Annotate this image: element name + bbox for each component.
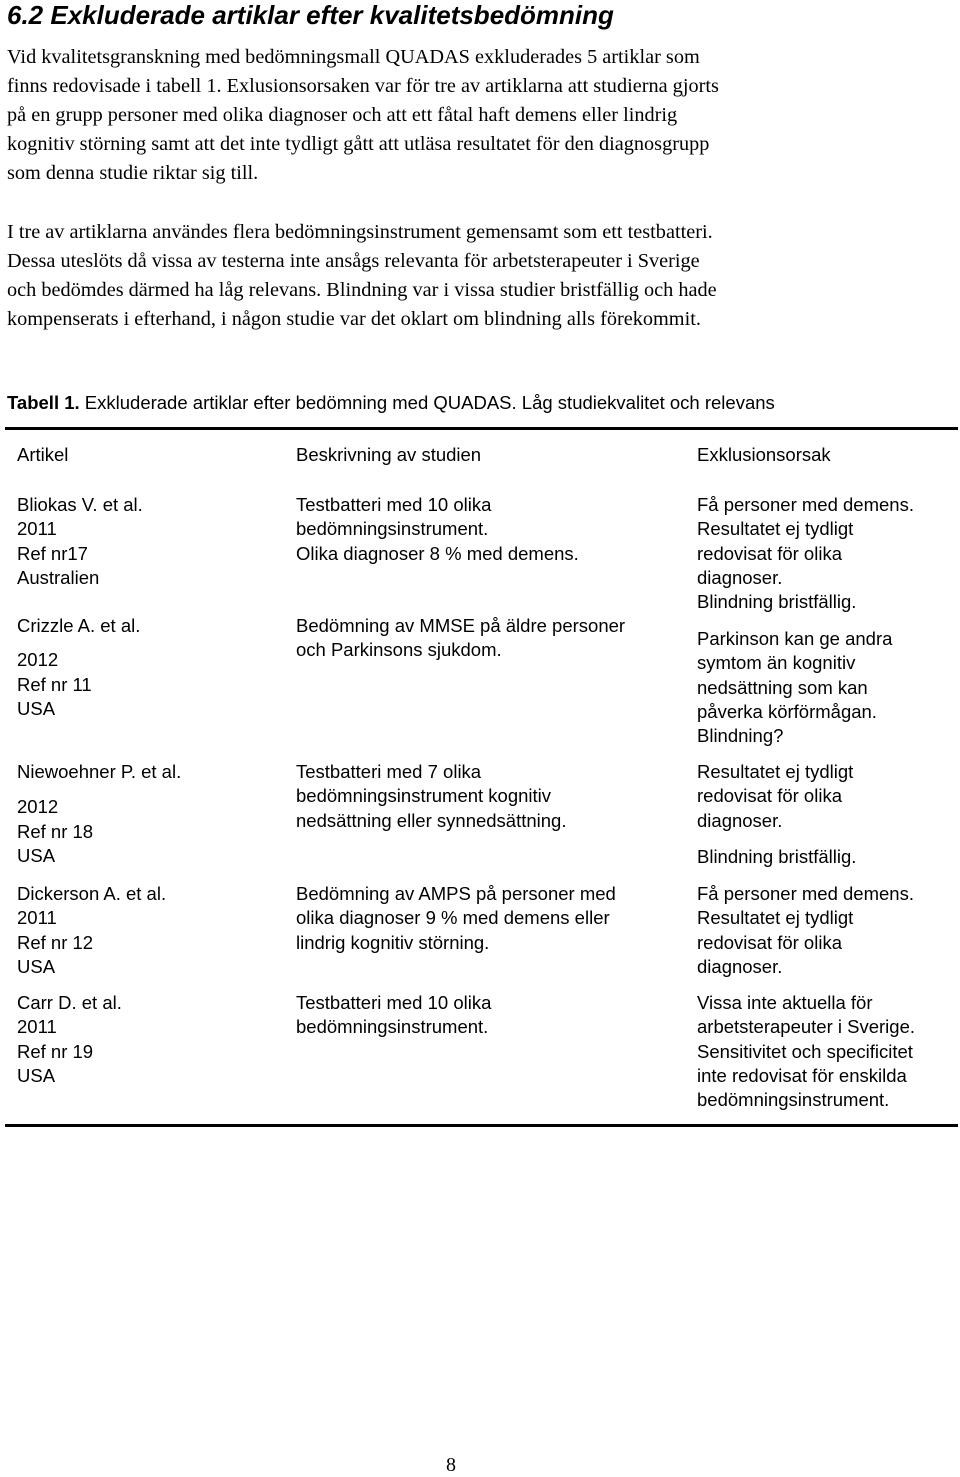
table-row-reason: Få personer med demens. Resultatet ej tydligt redovisat för olika diagnoser. Blindning bristfällig. — [697, 494, 914, 613]
intro-paragraph — [7, 43, 719, 188]
table-row-description: Testbatteri med 10 olika bedömningsinstrument. — [296, 992, 492, 1038]
table-row-reason: Parkinson kan ge andra symtom än kognitiv nedsättning som kan påverka körförmågan. Blindning? — [697, 628, 893, 747]
second-paragraph — [7, 218, 717, 334]
table-row-description: Bedömning av AMPS på personer med olika diagnoser 9 % med demens eller lindrig kognitiv störning. — [296, 883, 616, 953]
table-top-rule — [5, 427, 958, 430]
page-number: 8 — [446, 1454, 456, 1476]
table-row-article: Crizzle A. et al. 2012 Ref nr 11 USA — [17, 615, 141, 719]
table-row-article: Dickerson A. et al. 2011 Ref nr 12 USA — [17, 883, 167, 977]
table-caption — [7, 391, 775, 415]
paragraph-line: Dessa uteslöts då vissa av testerna inte ansågs relevanta för arbetsterapeuter i Sverige — [7, 250, 700, 272]
table-row-description: Testbatteri med 10 olika bedömningsinstrument. Olika diagnoser 8 % med demens. — [296, 494, 579, 564]
table-row-article: Niewoehner P. et al. 2012 Ref nr 18 USA — [17, 761, 182, 866]
table-bottom-rule — [5, 1124, 958, 1127]
paragraph-line: på en grupp personer med olika diagnoser och att ett fåtal haft demens eller lindrig — [7, 104, 678, 126]
table-row-article: Bliokas V. et al. 2011 Ref nr17 Australien — [17, 494, 143, 588]
paragraph-line: kompenserats i efterhand, i någon studie var det oklart om blindning alls förekommit. — [7, 308, 701, 330]
table-row-description: Testbatteri med 7 olika bedömningsinstrument kognitiv nedsättning eller synnedsättning. — [296, 761, 567, 831]
table-row-description: Bedömning av MMSE på äldre personer och Parkinsons sjukdom. — [296, 615, 626, 661]
paragraph-line: Vid kvalitetsgranskning med bedömningsmall QUADAS exkluderades 5 artiklar som — [7, 46, 700, 68]
column-header-reason: Exklusionsorsak — [697, 444, 831, 465]
paragraph-line: och bedömdes därmed ha låg relevans. Blindning var i vissa studier bristfällig och hade — [7, 279, 717, 301]
paragraph-line: I tre av artiklarna användes flera bedömningsinstrument gemensamt som ett testbatteri. — [7, 221, 713, 243]
table-row-article: Carr D. et al. 2011 Ref nr 19 USA — [17, 992, 122, 1086]
table-row-reason: Resultatet ej tydligt redovisat för olika diagnoser. Blindning bristfällig. — [697, 761, 857, 867]
column-header-article: Artikel — [17, 444, 69, 465]
table-row-reason: Vissa inte aktuella för arbetsterapeuter i Sverige. Sensitivitet och specificitet inte redovisat för enskilda bedömningsinstrument. — [697, 992, 916, 1111]
table-caption-label: Tabell 1. — [7, 392, 80, 413]
table-caption-text: Exkluderade artiklar efter bedömning med QUADAS. Låg studiekvalitet och relevans — [79, 392, 775, 413]
paragraph-line: kognitiv störning samt att det inte tydligt gått att utläsa resultatet för den diagnosgrupp — [7, 133, 710, 155]
paragraph-line: finns redovisade i tabell 1. Exlusionsorsaken var för tre av artiklarna att studierna gjorts — [7, 75, 719, 97]
paragraph-line: som denna studie riktar sig till. — [7, 162, 259, 184]
column-header-description: Beskrivning av studien — [296, 444, 482, 465]
section-heading: 6.2 Exkluderade artiklar efter kvalitetsbedömning — [7, 0, 614, 30]
table-row-reason: Få personer med demens. Resultatet ej tydligt redovisat för olika diagnoser. — [697, 883, 914, 977]
